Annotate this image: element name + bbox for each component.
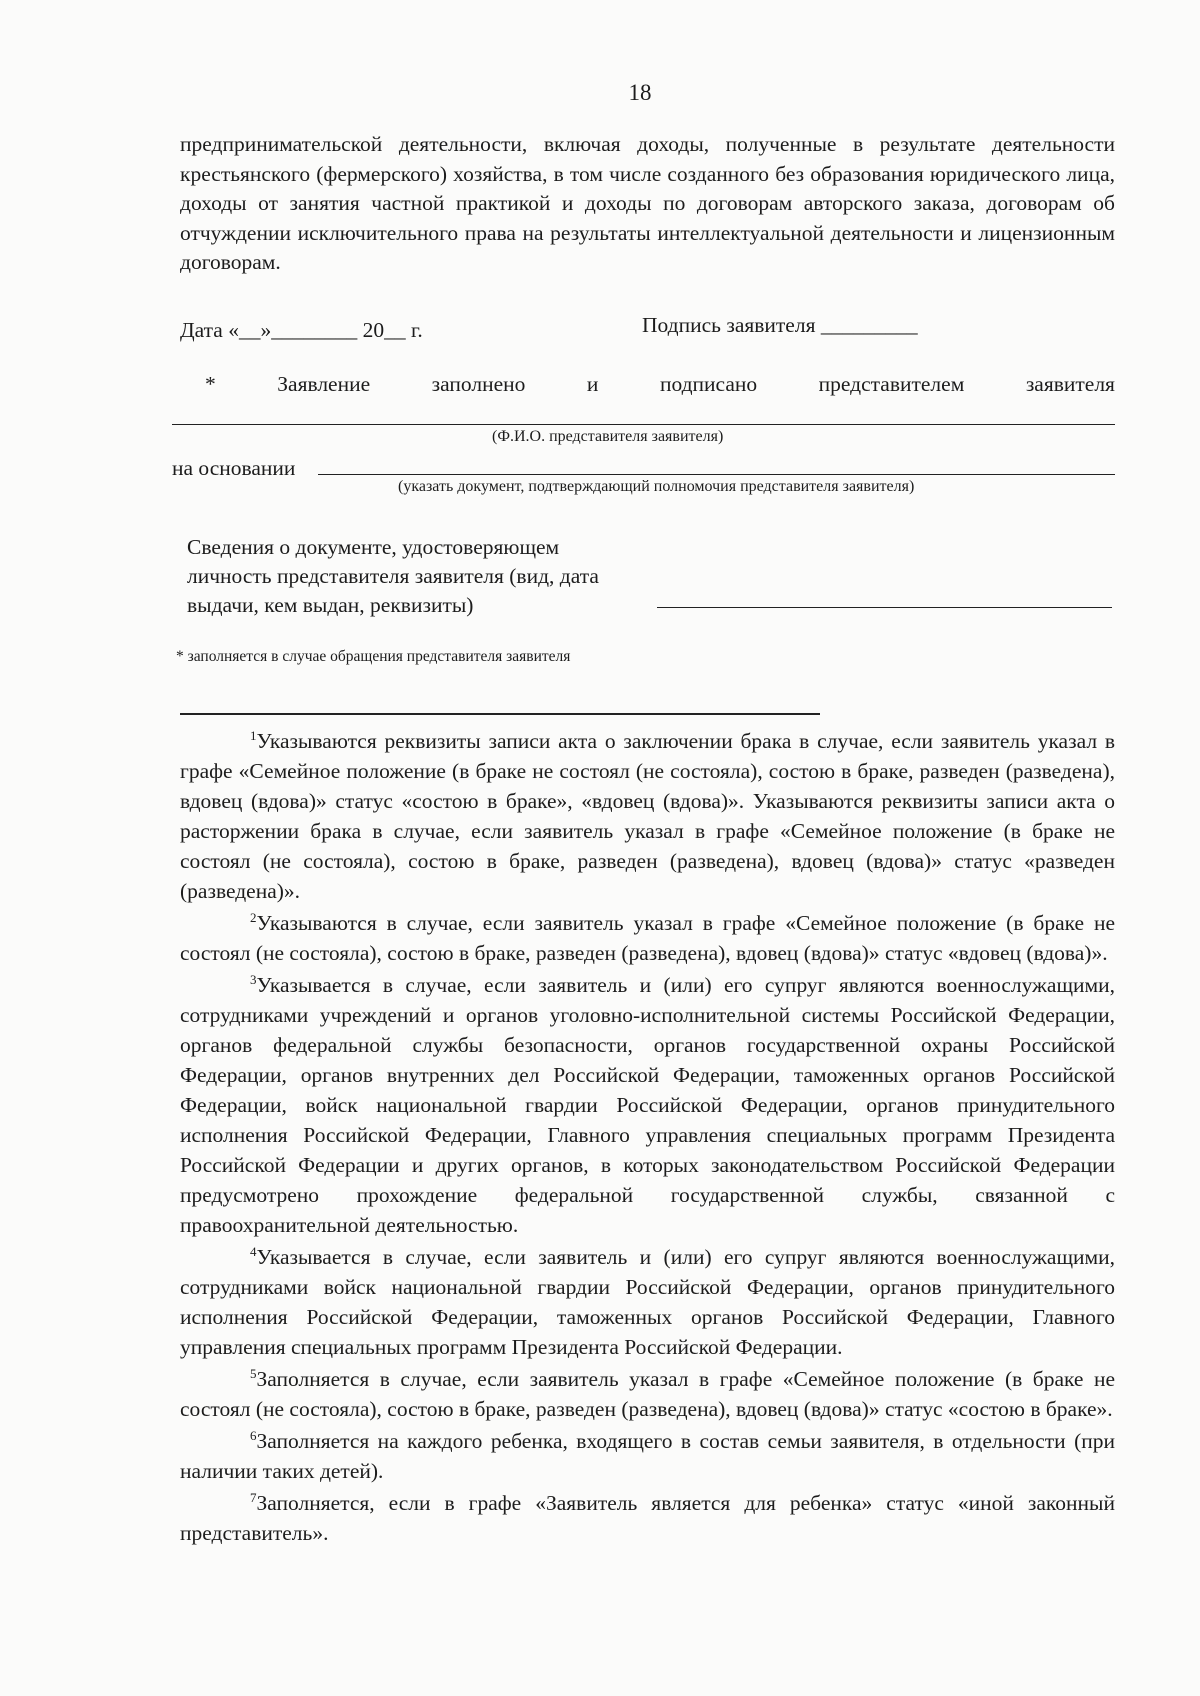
representative-word: представителем <box>818 372 965 396</box>
footnotes <box>180 726 1115 1550</box>
representative-statement <box>205 372 1115 397</box>
footnote <box>180 908 1115 968</box>
id-document-fill-line <box>657 607 1112 608</box>
footnote-text: Указываются в случае, если заявитель указал в графе «Семейное положение (в браке не состоял (не состояла), состою в браке, разведен (разведена), вдовец (вдова)» статус «вдовец (вдова)». <box>180 911 1115 965</box>
signature-label: Подпись заявителя _________ <box>642 313 918 337</box>
basis-caption: (указать документ, подтверждающий полномочия представителя заявителя) <box>398 478 915 495</box>
representative-word: заполнено <box>431 372 526 396</box>
representative-word: * <box>205 372 216 396</box>
footnote-separator <box>180 713 820 715</box>
fio-caption: (Ф.И.О. представителя заявителя) <box>492 428 724 445</box>
footnote-text: Указывается в случае, если заявитель и (или) его супруг являются военнослужащими, сотрудниками войск национальной гвардии Российской Федерации, органов принудительного исполнения Российской Федерации, таможенных органов Российской Федерации, Главного управления специальных программ Президента Российской Федерации. <box>180 1245 1115 1359</box>
asterisk-note: * заполняется в случае обращения представителя заявителя <box>176 648 571 665</box>
footnote-number: 1 <box>250 728 257 743</box>
footnote <box>180 1242 1115 1362</box>
date-line: Дата «__»________ 20__ г. <box>180 318 423 342</box>
footnote-number: 7 <box>250 1490 257 1505</box>
footnote <box>180 726 1115 906</box>
footnote-number: 3 <box>250 972 257 987</box>
representative-word: подписано <box>659 372 758 396</box>
footnote-number: 6 <box>250 1428 257 1443</box>
footnote-text: Заполняется на каждого ребенка, входящего в состав семьи заявителя, в отдельности (при наличии таких детей). <box>180 1429 1115 1483</box>
basis-label: на основании <box>172 456 296 480</box>
id-document-label: Сведения о документе, удостоверяющем личность представителя заявителя (вид, дата выдачи, кем выдан, реквизиты) <box>187 535 599 617</box>
footnote <box>180 970 1115 1240</box>
footnote <box>180 1364 1115 1424</box>
footnote-text: Заполняется в случае, если заявитель указал в графе «Семейное положение (в браке не состоял (не состояла), состою в браке, разведен (разведена), вдовец (вдова)» статус «состою в браке». <box>180 1367 1115 1421</box>
basis-fill-line <box>318 474 1115 475</box>
footnote-number: 4 <box>250 1244 257 1259</box>
footnote-text: Указываются реквизиты записи акта о заключении брака в случае, если заявитель указал в графе «Семейное положение (в браке не состоял (не состояла), состою в браке, разведен (разведена), вдовец (вдова)» статус «состою в браке», «вдовец (вдова)». Указываются реквизиты записи акта о расторжении брака в случае, если заявитель указал в графе «Семейное положение (в браке не состоял (не состояла), состою в браке, разведен (разведена), вдовец (вдова)» статус «разведен (разведена)». <box>180 729 1115 903</box>
footnote-number: 5 <box>250 1366 257 1381</box>
representative-word: Заявление <box>277 372 371 396</box>
intro-paragraph: предпринимательской деятельности, включая доходы, полученные в результате деятельности крестьянского (фермерского) хозяйства, в том числе созданного без образования юридического лица, доходы от занятия частной практикой и доходы по договорам авторского заказа, договорам об отчуждении исключительного права на результаты интеллектуальной деятельности и лицензионным договорам. <box>180 132 1115 274</box>
footnote-text: Заполняется, если в графе «Заявитель является для ребенка» статус «иной законный представитель». <box>180 1491 1115 1545</box>
page-number: 18 <box>628 80 652 105</box>
fio-fill-line <box>172 424 1115 425</box>
footnote <box>180 1426 1115 1486</box>
footnote <box>180 1488 1115 1548</box>
representative-word: и <box>586 372 599 396</box>
footnote-text: Указывается в случае, если заявитель и (или) его супруг являются военнослужащими, сотрудниками учреждений и органов уголовно-исполнительной системы Российской Федерации, органов федеральной службы безопасности, органов государственной охраны Российской Федерации, органов внутренних дел Российской Федерации, таможенных органов Российской Федерации, войск национальной гвардии Российской Федерации, органов принудительного исполнения Российской Федерации, Главного управления специальных программ Президента Российской Федерации и других органов, в которых законодательством Российской Федерации предусмотрено прохождение федеральной государственной службы, связанной с правоохранительной деятельностью. <box>180 973 1115 1237</box>
footnote-number: 2 <box>250 910 257 925</box>
representative-word: заявителя <box>1025 372 1115 396</box>
